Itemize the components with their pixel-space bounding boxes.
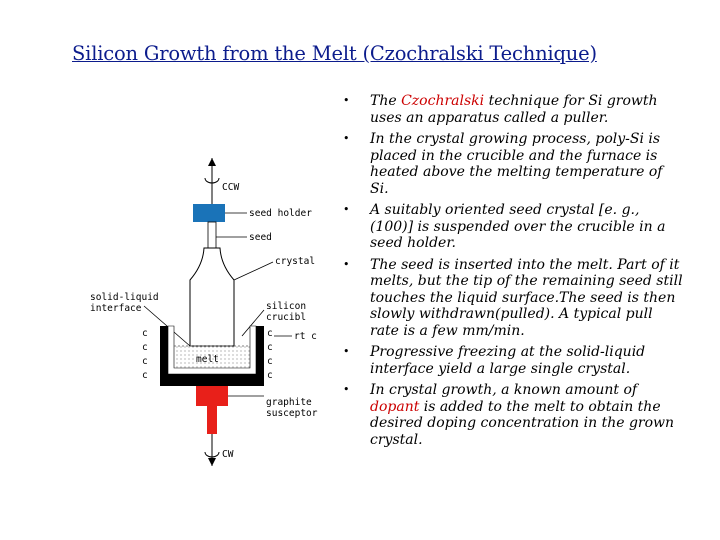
puller-svg bbox=[84, 150, 334, 470]
label-seed-holder: seed holder bbox=[249, 208, 312, 219]
seed-holder bbox=[193, 204, 225, 222]
susceptor-shaft-top bbox=[196, 386, 228, 406]
label-solid-liquid-1: solid-liquid bbox=[90, 292, 159, 303]
label-melt: melt bbox=[196, 354, 219, 365]
bullet-list bbox=[343, 93, 683, 453]
label-seed: seed bbox=[249, 232, 272, 243]
bottom-axis-arrow-icon bbox=[208, 458, 216, 466]
bullet-item: • The Czochralski technique for Si growth uses an apparatus called a puller. bbox=[343, 93, 683, 126]
label-crystal: crystal bbox=[275, 256, 316, 267]
crystal bbox=[190, 248, 234, 346]
page-title: Silicon Growth from the Melt (Czochralski Technique) bbox=[72, 42, 597, 65]
rf-coil-left-2: c bbox=[142, 342, 148, 353]
bullet-item: • A suitably oriented seed crystal [e. g., (100)] is suspended over the crucible in a seed holder. bbox=[343, 202, 683, 252]
label-graphite-1: graphite bbox=[266, 397, 312, 408]
seed bbox=[208, 222, 216, 248]
bullet-item: • In crystal growth, a known amount of dopant is added to the melt to obtain the desired doping concentration in the grown crystal. bbox=[343, 382, 683, 448]
bullet-item: • Progressive freezing at the solid-liquid interface yield a large single crystal. bbox=[343, 344, 683, 377]
top-axis-arrow-icon bbox=[208, 158, 216, 166]
label-cw: CW bbox=[222, 449, 234, 460]
label-silicon-2: crucibl bbox=[266, 312, 307, 323]
label-rf-coil: rt c bbox=[294, 331, 317, 342]
label-solid-liquid-2: interface bbox=[90, 303, 142, 314]
czochralski-puller-diagram bbox=[84, 150, 334, 470]
rf-coil-right-2: c bbox=[267, 342, 273, 353]
czochralski-highlight: Czochralski bbox=[401, 93, 485, 109]
susceptor-shaft-stem bbox=[207, 406, 217, 434]
bullet-item: • In the crystal growing process, poly-Si is placed in the crucible and the furnace is heated above the melting temperature of Si. bbox=[343, 131, 683, 197]
bullet-item: • The seed is inserted into the melt. Part of it melts, but the tip of the remaining seed still touches the liquid surface.The seed is then slowly withdrawn(pulled). A typical pull rate is a few mm/min. bbox=[343, 257, 683, 340]
rf-coil-left-3: c bbox=[142, 356, 148, 367]
dopant-highlight: dopant bbox=[370, 398, 420, 415]
rf-coil-right-3: c bbox=[267, 356, 273, 367]
rf-coil-left-1: c bbox=[142, 328, 148, 339]
label-silicon-1: silicon bbox=[266, 301, 307, 312]
label-graphite-2: susceptor bbox=[266, 408, 318, 419]
rf-coil-right-4: c bbox=[267, 370, 273, 381]
label-ccw: CCW bbox=[222, 182, 240, 193]
rf-coil-left-4: c bbox=[142, 370, 148, 381]
rf-coil-right-1: c bbox=[267, 328, 273, 339]
